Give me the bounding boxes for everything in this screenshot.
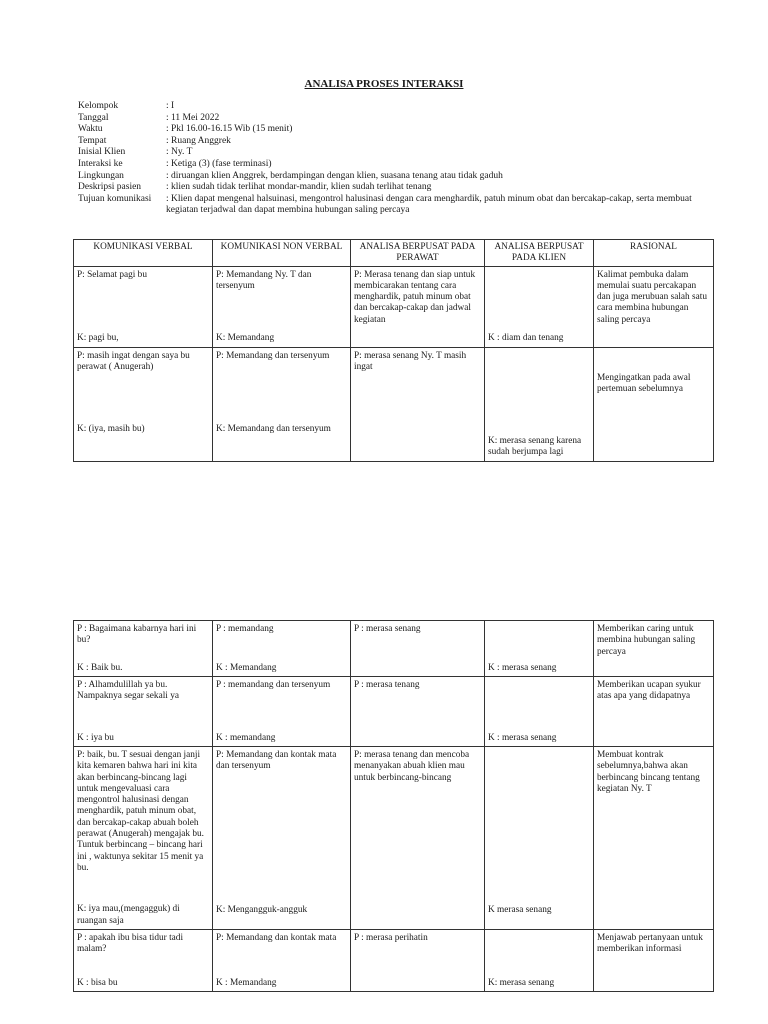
info-label: Deskripsi pasien	[78, 182, 142, 193]
klien-text: K : iya bu	[77, 732, 114, 743]
rasional-text: Kalimat pembuka dalam memulai suatu percakapan dan juga merubuan salah satu cara membina hubungan saling percaya	[597, 269, 707, 325]
info-label: Tujuan komunikasi	[78, 193, 152, 204]
nonverbal-cell	[213, 747, 351, 930]
table-row	[74, 621, 714, 677]
rasional-cell	[594, 747, 714, 930]
table-row	[74, 930, 714, 992]
info-value: : Ketiga (3) (fase terminasi)	[166, 158, 272, 169]
interaction-info	[78, 101, 694, 217]
info-value: : Pkl 16.00-16.15 Wib (15 menit)	[166, 124, 293, 135]
klien-text: K: (iya, masih bu)	[77, 424, 145, 435]
analisa-klien-cell	[485, 621, 594, 677]
klien-text: K : Memandang	[216, 662, 277, 673]
header-komunikasi-non-verbal: KOMUNIKASI NON VERBAL	[213, 240, 351, 267]
perawat-text: P : merasa perihatin	[354, 933, 428, 943]
info-label: Tempat	[78, 135, 107, 146]
info-label: Kelompok	[78, 101, 119, 111]
info-row-inisial-klien	[78, 147, 694, 159]
info-row-tempat	[78, 136, 694, 148]
klien-text: K: merasa senang karena sudah berjumpa lagi	[488, 436, 582, 458]
verbal-cell	[74, 347, 213, 461]
analisa-klien-cell	[485, 930, 594, 992]
rasional-cell	[594, 347, 714, 461]
info-row-kelompok	[78, 101, 694, 113]
rasional-cell	[594, 677, 714, 747]
table-row	[74, 347, 714, 461]
perawat-text: P: masih ingat dengan saya bu perawat ( Anugerah)	[77, 350, 190, 372]
info-value: : I	[166, 101, 175, 111]
header-analisa-klien: ANALISA BERPUSAT PADA KLIEN	[485, 240, 594, 267]
rasional-text: Memberikan caring untuk membina hubungan saling percaya	[597, 624, 696, 657]
verbal-cell	[74, 266, 213, 347]
rasional-text: Menjawab pertanyaan untuk memberikan informasi	[597, 933, 703, 955]
table-row	[74, 677, 714, 747]
header-komunikasi-verbal: KOMUNIKASI VERBAL	[74, 240, 213, 267]
analisa-klien-cell	[485, 747, 594, 930]
klien-text: K : bisa bu	[77, 977, 118, 988]
table-row	[74, 266, 714, 347]
klien-text: K: Memandang	[216, 333, 275, 344]
info-label: Inisial Klien	[78, 147, 126, 158]
nonverbal-cell	[213, 266, 351, 347]
info-row-tanggal	[78, 113, 694, 125]
perawat-text: P: Memandang dan kontak mata dan tersenyum	[216, 750, 337, 772]
analisa-klien-cell	[485, 266, 594, 347]
klien-text: K: Mengangguk-angguk	[216, 904, 308, 915]
klien-text: K : merasa senang	[488, 662, 557, 673]
table-row	[74, 747, 714, 930]
analisa-perawat-cell	[351, 621, 485, 677]
nonverbal-cell	[213, 621, 351, 677]
analisa-perawat-cell	[351, 347, 485, 461]
perawat-text: P : Bagaimana kabarnya hari ini bu?	[77, 624, 197, 646]
rasional-cell	[594, 266, 714, 347]
verbal-cell	[74, 930, 213, 992]
analisa-perawat-cell	[351, 747, 485, 930]
info-value: : diruangan klien Anggrek, berdampingan dengan klien, suasana tenang atau tidak gaduh	[166, 170, 503, 181]
info-value: : 11 Mei 2022	[166, 112, 220, 123]
perawat-text: P: Memandang dan tersenyum	[216, 350, 330, 361]
klien-text: K : diam dan tenang	[488, 333, 564, 344]
perawat-text: P: Merasa tenang dan siap untuk membicarakan tentang cara menghardik, patuh minum obat dan bercakap-cakap dan jadwal kegiatan	[354, 269, 476, 325]
info-row-tujuan-komunikasi	[78, 194, 694, 217]
klien-text: K : merasa senang	[488, 732, 557, 743]
nonverbal-cell	[213, 930, 351, 992]
info-row-deskripsi-pasien	[78, 182, 694, 194]
analisa-klien-cell	[485, 677, 594, 747]
perawat-text: P: merasa senang Ny. T masih ingat	[354, 350, 467, 372]
perawat-text: P : merasa senang	[354, 624, 421, 634]
analisa-perawat-cell	[351, 930, 485, 992]
klien-text: K : Memandang	[216, 977, 277, 988]
info-label: Interaksi ke	[78, 158, 123, 169]
nonverbal-cell	[213, 347, 351, 461]
info-label: Lingkungan	[78, 170, 124, 181]
klien-text: K merasa senang	[488, 904, 552, 915]
info-label: Waktu	[78, 124, 103, 135]
klien-text: K: Memandang dan tersenyum	[216, 424, 331, 435]
info-value: : Ny. T	[166, 147, 193, 158]
header-rasional: RASIONAL	[594, 240, 714, 267]
info-row-lingkungan	[78, 171, 694, 183]
analisa-perawat-cell	[351, 266, 485, 347]
klien-text: K : Baik bu.	[77, 662, 123, 673]
info-value: : klien sudah tidak terlihat mondar-mandir, klien sudah terlihat tenang	[166, 182, 432, 193]
nonverbal-cell	[213, 677, 351, 747]
perawat-text: P: Memandang Ny. T dan tersenyum	[216, 269, 312, 291]
info-row-interaksi-ke	[78, 159, 694, 171]
analisa-perawat-cell	[351, 677, 485, 747]
info-row-waktu	[78, 124, 694, 136]
rasional-cell	[594, 621, 714, 677]
analisa-klien-cell	[485, 347, 594, 461]
perawat-text: P: baik, bu. T sesuai dengan janji kita kemaren bahwa hari ini kita akan berbincang-bincang lagi untuk mengevaluasi cara mengontrol halusinasi dengan menghardik, patuh minum obat, dan bercakap-cakap abuah boleh perawat (Anugerah) mengajak bu. Tuntuk berbincang – bincang hari ini , waktunya sekitar 15 menit ya bu.	[77, 750, 205, 873]
klien-text: K: merasa senang	[488, 977, 555, 988]
verbal-cell	[74, 747, 213, 930]
rasional-cell	[594, 930, 714, 992]
verbal-cell	[74, 621, 213, 677]
perawat-text: P: merasa tenang dan mencoba menanyakan abuah klien mau untuk berbincang-bincang	[354, 750, 470, 783]
klien-text: K : memandang	[216, 732, 276, 743]
verbal-cell	[74, 677, 213, 747]
interaction-table-1	[73, 239, 714, 462]
perawat-text: P : merasa tenang	[354, 680, 420, 690]
perawat-text: P: Memandang dan kontak mata	[216, 933, 337, 943]
interaction-table-2	[73, 620, 714, 992]
perawat-text: P : memandang dan tersenyum	[216, 680, 331, 690]
klien-text: K: pagi bu,	[77, 333, 119, 344]
header-analisa-perawat: ANALISA BERPUSAT PADA PERAWAT	[351, 240, 485, 267]
klien-text: K: iya mau,(mengagguk) di ruangan saja	[77, 904, 180, 926]
info-label: Tanggal	[78, 112, 109, 123]
perawat-text: P : Alhamdulillah ya bu. Nampaknya segar sekali ya	[77, 680, 179, 702]
perawat-text: P : memandang	[216, 624, 274, 634]
table-header-row	[74, 240, 714, 267]
info-value: : Ruang Anggrek	[166, 135, 231, 146]
perawat-text: P: Selamat pagi bu	[77, 269, 147, 280]
rasional-text: Memberikan ucapan syukur atas apa yang didapatnya	[597, 680, 701, 702]
info-value: : Klien dapat mengenal halsuinasi, mengontrol halusinasi dengan cara menghardik, patuh minum obat dan bercakap-cakap, serta membuat kegiatan terjadwal dan dapat membina hubungan saling percaya	[166, 193, 692, 216]
rasional-text: Membuat kontrak sebelumnya,bahwa akan berbincang bincang tentang kegiatan Ny. T	[597, 750, 700, 794]
rasional-text: Mengingatkan pada awal pertemuan sebelumnya	[597, 372, 691, 394]
document-title: ANALISA PROSES INTERAKSI	[304, 78, 464, 90]
perawat-text: P : apakah ibu bisa tidur tadi malam?	[77, 933, 184, 955]
